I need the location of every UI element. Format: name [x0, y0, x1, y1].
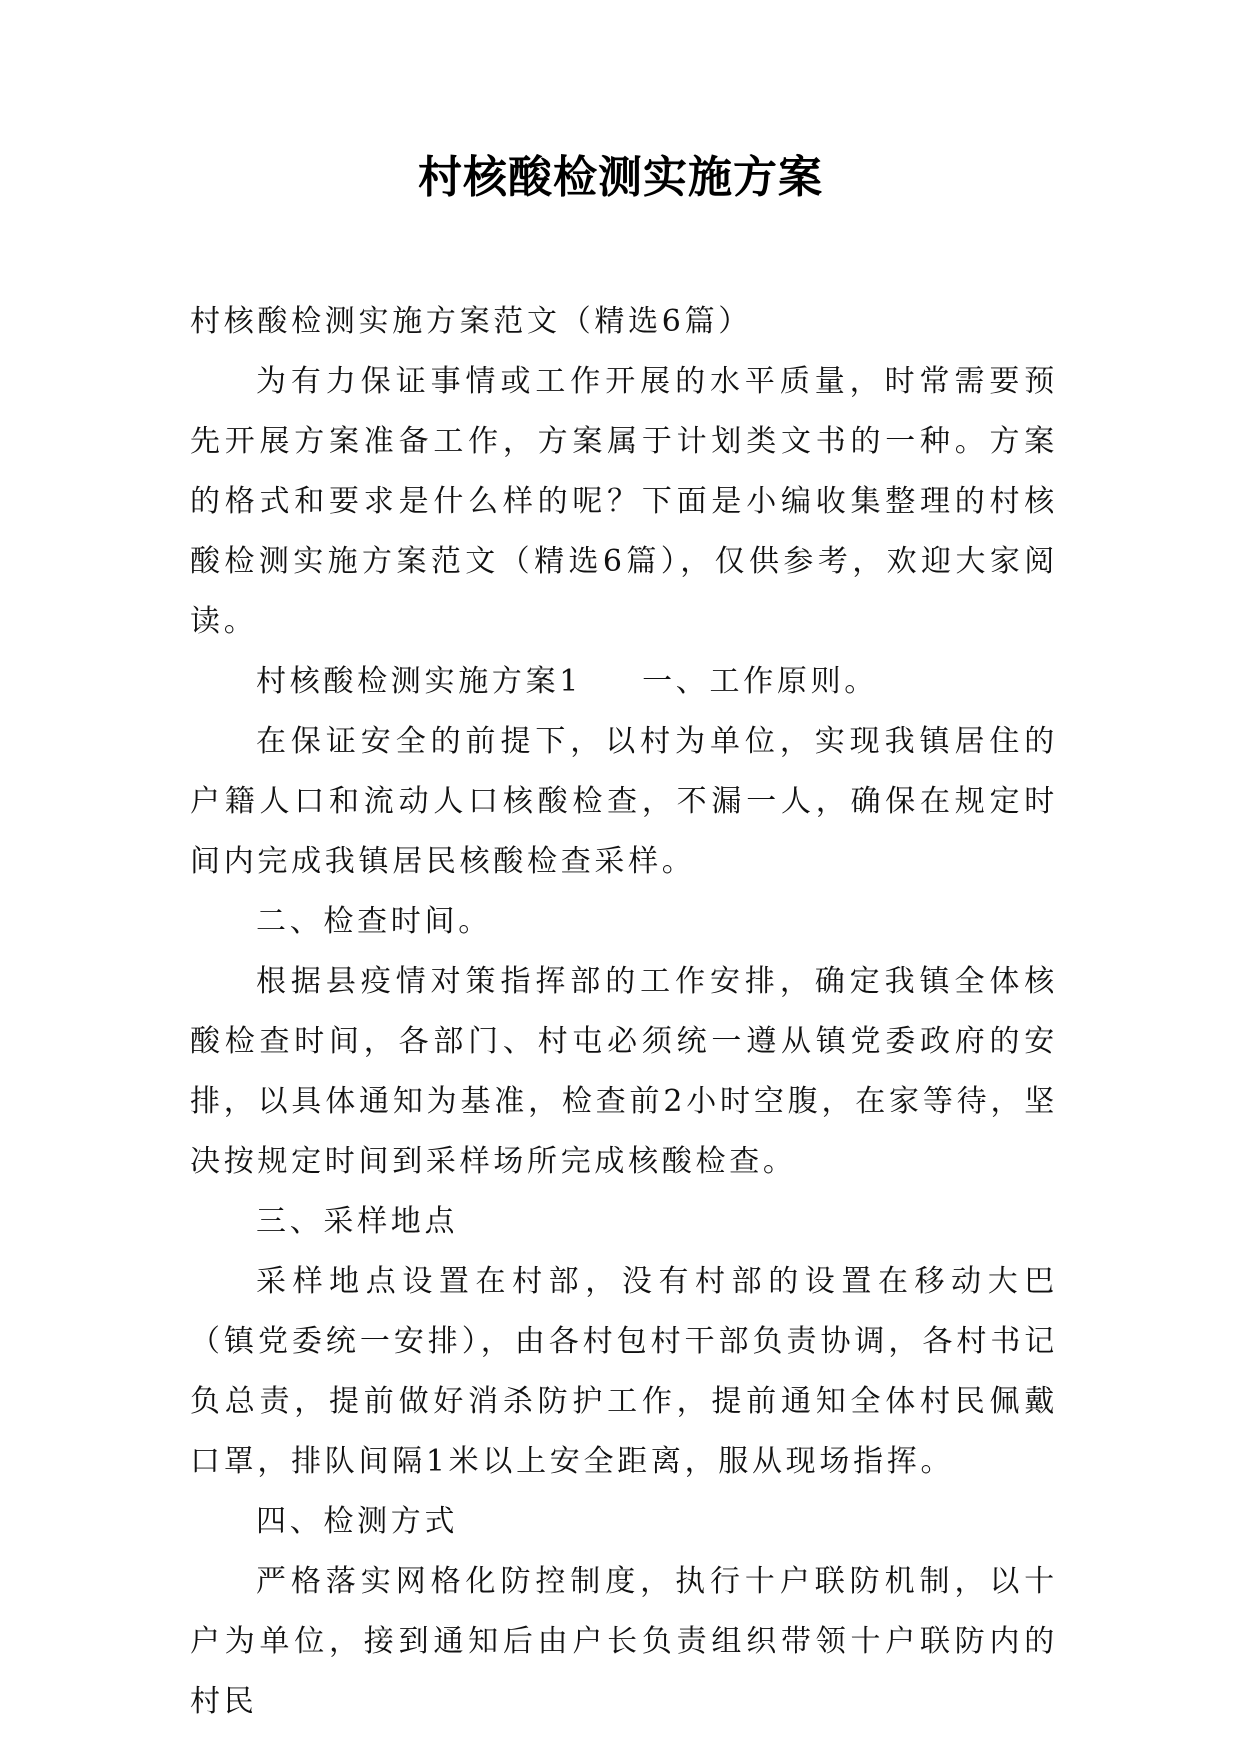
document-subtitle: 村核酸检测实施方案范文（精选6篇）	[190, 304, 752, 339]
document-title: 村核酸检测实施方案	[418, 152, 823, 203]
time-heading: 二、检查时间。	[256, 904, 492, 939]
principle-heading: 一、工作原则。	[642, 664, 878, 699]
section-heading-line	[190, 652, 1058, 712]
section-1-heading: 村核酸检测实施方案1	[256, 664, 583, 699]
document-body	[190, 292, 1058, 1732]
location-heading: 三、采样地点	[256, 1204, 459, 1239]
time-paragraph: 根据县疫情对策指挥部的工作安排，确定我镇全体核酸检查时间，各部门、村屯必须统一遵从镇党委政府的安排，以具体通知为基准，检查前2小时空腹，在家等待，坚决按规定时间到采样场所完成核酸检查。	[190, 964, 1058, 1179]
method-paragraph: 严格落实网格化防控制度，执行十户联防机制，以十户为单位，接到通知后由户长负责组织带领十户联防内的村民	[190, 1564, 1058, 1719]
location-paragraph: 采样地点设置在村部，没有村部的设置在移动大巴（镇党委统一安排），由各村包村干部负责协调，各村书记负总责，提前做好消杀防护工作，提前通知全体村民佩戴口罩，排队间隔1米以上安全距离，服从现场指挥。	[190, 1264, 1058, 1479]
intro-paragraph: 为有力保证事情或工作开展的水平质量，时常需要预先开展方案准备工作，方案属于计划类文书的一种。方案的格式和要求是什么样的呢？下面是小编收集整理的村核酸检测实施方案范文（精选6篇），仅供参考，欢迎大家阅读。	[190, 364, 1058, 639]
method-heading: 四、检测方式	[256, 1504, 459, 1539]
principle-paragraph: 在保证安全的前提下，以村为单位，实现我镇居住的户籍人口和流动人口核酸检查，不漏一人，确保在规定时间内完成我镇居民核酸检查采样。	[190, 724, 1058, 879]
